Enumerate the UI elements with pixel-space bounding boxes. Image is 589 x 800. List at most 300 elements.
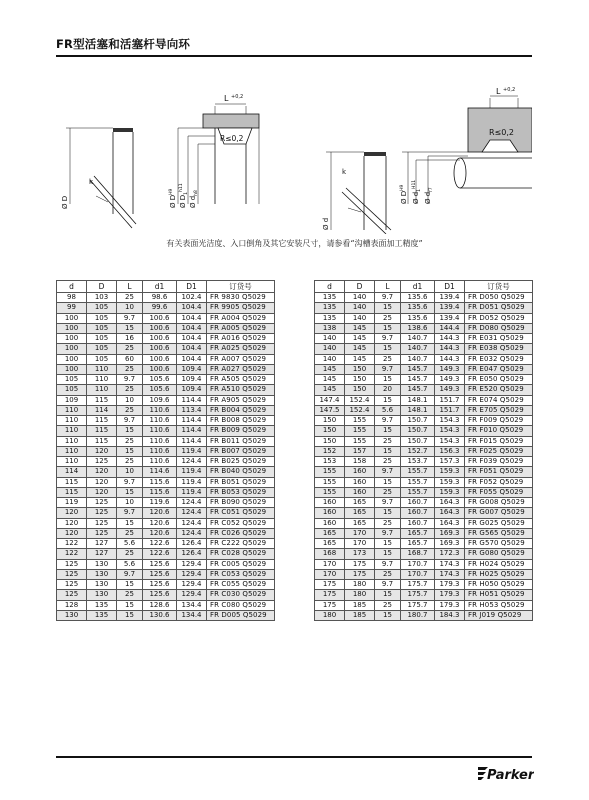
order-number-cell: FR A016 Q5029	[207, 334, 275, 344]
dimension-cell: 115.6	[143, 477, 177, 487]
dimension-cell: 145	[315, 385, 345, 395]
dimension-cell: 175	[345, 569, 375, 579]
dimension-cell: 170	[345, 539, 375, 549]
dimension-cell: 159.3	[435, 487, 465, 497]
table-row	[57, 518, 275, 528]
order-number-cell: FR E047 Q5029	[465, 364, 533, 374]
dimension-cell: 149.3	[435, 385, 465, 395]
dimension-cell: 144.3	[435, 354, 465, 364]
dimension-cell: 125	[87, 498, 117, 508]
order-number-cell: FR 9905 Q5029	[207, 303, 275, 313]
label-L-left: L	[224, 94, 229, 103]
dimension-cell: 145	[315, 375, 345, 385]
label-tol-left: +0,2	[231, 94, 244, 100]
table-row	[57, 344, 275, 354]
dimension-cell: 120	[57, 508, 87, 518]
table-row	[57, 528, 275, 538]
piston-groove-drawing	[178, 104, 259, 204]
dimension-cell: 140.7	[401, 354, 435, 364]
dimension-cell: 113.4	[177, 405, 207, 415]
dimension-cell: 155.7	[401, 467, 435, 477]
dimension-cell: 160.7	[401, 498, 435, 508]
dimension-cell: 9.7	[117, 313, 143, 323]
dimension-cell: 130	[87, 559, 117, 569]
dimension-cell: 105	[87, 344, 117, 354]
dimension-cell: 148.1	[401, 395, 435, 405]
table-row	[315, 467, 533, 477]
dimension-cell: 104.4	[177, 334, 207, 344]
label-od-d: Ø $d_{h8}$	[189, 190, 199, 208]
dimension-cell: 15	[117, 323, 143, 333]
table-row	[315, 477, 533, 487]
dimension-cell: 164.3	[435, 518, 465, 528]
dimension-cell: 180	[315, 610, 345, 620]
dimension-cell: 122	[57, 539, 87, 549]
dimension-cell: 170.7	[401, 569, 435, 579]
dimension-cell: 165	[315, 539, 345, 549]
dimension-cell: 25	[117, 293, 143, 303]
table-row	[315, 528, 533, 538]
dimension-cell: 115	[57, 487, 87, 497]
dimension-cell: 122.6	[143, 539, 177, 549]
dimension-cell: 127	[87, 539, 117, 549]
dimension-cell: 100	[57, 313, 87, 323]
dimension-cell: 164.3	[435, 498, 465, 508]
order-number-cell: FR D051 Q5029	[465, 303, 533, 313]
dimension-cell: 152.7	[401, 446, 435, 456]
dimension-cell: 152	[315, 446, 345, 456]
dimension-cell: 100	[57, 334, 87, 344]
dimension-cell: 105	[57, 385, 87, 395]
dimension-cell: 119.4	[177, 477, 207, 487]
dimension-cell: 15	[375, 375, 401, 385]
order-number-cell: FR C053 Q5029	[207, 569, 275, 579]
dimension-cell: 25	[117, 344, 143, 354]
dimension-cell: 125	[87, 457, 117, 467]
order-number-cell: FR C028 Q5029	[207, 549, 275, 559]
dimension-cell: 100	[57, 323, 87, 333]
dimension-cell: 15	[117, 518, 143, 528]
dimension-cell: 139.4	[435, 303, 465, 313]
dimension-cell: 134.4	[177, 610, 207, 620]
dimension-cell: 10	[117, 467, 143, 477]
table-row	[57, 375, 275, 385]
dimension-cell: 15	[375, 344, 401, 354]
dimension-cell: 104.4	[177, 354, 207, 364]
dimension-cell: 152.4	[345, 395, 375, 405]
dimension-cell: 125.6	[143, 580, 177, 590]
dimension-cell: 145	[345, 323, 375, 333]
table-row	[57, 405, 275, 415]
dimension-cell: 170.7	[401, 559, 435, 569]
order-number-cell: FR H050 Q5029	[465, 580, 533, 590]
dimension-cell: 124.4	[177, 508, 207, 518]
dimension-cell: 104.4	[177, 303, 207, 313]
order-number-cell: FR F055 Q5029	[465, 487, 533, 497]
dimension-cell: 15	[117, 487, 143, 497]
label-od-h9: Ø $D^{H9}$	[169, 188, 177, 208]
label-L-right: L	[496, 87, 501, 96]
dimension-cell: 120	[87, 487, 117, 497]
dimension-cell: 144.3	[435, 344, 465, 354]
order-number-cell: FR C005 Q5029	[207, 559, 275, 569]
dimension-cell: 110	[57, 405, 87, 415]
dimension-cell: 9.7	[375, 334, 401, 344]
dimension-cell: 168	[315, 549, 345, 559]
dimension-cell: 25	[375, 600, 401, 610]
dimension-cell: 15	[375, 508, 401, 518]
table-row	[57, 549, 275, 559]
dimension-cell: 15	[375, 426, 401, 436]
order-number-cell: FR F052 Q5029	[465, 477, 533, 487]
dimension-cell: 9.7	[375, 364, 401, 374]
order-number-cell: FR B025 Q5029	[207, 457, 275, 467]
dimension-cell: 115.6	[143, 487, 177, 497]
dimension-cell: 129.4	[177, 590, 207, 600]
dimension-cell: 105	[87, 354, 117, 364]
dimension-cell: 135	[87, 600, 117, 610]
dimension-cell: 125	[57, 559, 87, 569]
table-row	[315, 580, 533, 590]
dimension-cell: 145.7	[401, 364, 435, 374]
dimension-cell: 25	[375, 354, 401, 364]
table-row	[315, 610, 533, 620]
table-row	[57, 313, 275, 323]
dimension-cell: 5.6	[117, 539, 143, 549]
dimension-cell: 25	[375, 313, 401, 323]
dimension-cell: 150	[345, 375, 375, 385]
dimension-cell: 155.7	[401, 477, 435, 487]
table-row	[57, 600, 275, 610]
order-number-cell: FR H025 Q5029	[465, 569, 533, 579]
dimension-cell: 154.3	[435, 426, 465, 436]
dimension-cell: 105.6	[143, 375, 177, 385]
dimension-cell: 174.3	[435, 559, 465, 569]
dimension-cell: 5.6	[117, 559, 143, 569]
dimension-cell: 99	[57, 303, 87, 313]
table-row	[57, 416, 275, 426]
dimension-cell: 124.4	[177, 518, 207, 528]
dimension-cell: 100.6	[143, 354, 177, 364]
order-number-cell: FR G080 Q5029	[465, 549, 533, 559]
dimension-cell: 155.7	[401, 487, 435, 497]
order-number-cell: FR H053 Q5029	[465, 600, 533, 610]
dimension-cell: 122	[57, 549, 87, 559]
dimension-cell: 10	[117, 395, 143, 405]
dimension-cell: 154.3	[435, 436, 465, 446]
order-number-cell: FR D005 Q5029	[207, 610, 275, 620]
column-header: L	[375, 281, 401, 293]
dimension-cell: 126.4	[177, 539, 207, 549]
dimension-cell: 150	[315, 436, 345, 446]
table-row	[57, 498, 275, 508]
dimension-cell: 150	[345, 385, 375, 395]
order-number-cell: FR F015 Q5029	[465, 436, 533, 446]
dimension-cell: 110	[87, 375, 117, 385]
dimension-cell: 184.3	[435, 610, 465, 620]
dimension-cell: 151.7	[435, 405, 465, 415]
dimension-cell: 135.6	[401, 313, 435, 323]
dimension-cell: 100	[57, 344, 87, 354]
dimension-cell: 160	[315, 498, 345, 508]
dimension-cell: 9.7	[375, 416, 401, 426]
order-number-cell: FR F039 Q5029	[465, 457, 533, 467]
dimension-cell: 145	[315, 364, 345, 374]
dimension-cell: 120	[57, 518, 87, 528]
dimension-cell: 129.4	[177, 569, 207, 579]
order-number-cell: FR B009 Q5029	[207, 426, 275, 436]
dimension-cell: 99.6	[143, 303, 177, 313]
dimension-cell: 124.4	[177, 457, 207, 467]
dimension-cell: 104.4	[177, 344, 207, 354]
dimension-cell: 135	[315, 303, 345, 313]
table-row	[315, 303, 533, 313]
table-row	[315, 590, 533, 600]
dimension-cell: 140	[315, 334, 345, 344]
order-number-cell: FR C055 Q5029	[207, 580, 275, 590]
dimension-cell: 15	[117, 446, 143, 456]
dimension-cell: 20	[375, 385, 401, 395]
dimension-cell: 155	[315, 467, 345, 477]
dimension-cell: 159.3	[435, 477, 465, 487]
table-header-row	[315, 281, 533, 293]
dimension-cell: 105	[87, 303, 117, 313]
dimension-cell: 125	[57, 580, 87, 590]
dimension-cell: 10	[117, 498, 143, 508]
dimension-cell: 114.4	[177, 395, 207, 405]
order-number-cell: FR G570 Q5029	[465, 539, 533, 549]
dimension-cell: 179.3	[435, 600, 465, 610]
table-row	[315, 508, 533, 518]
order-number-cell: FR D080 Q5029	[465, 323, 533, 333]
dimension-cell: 25	[117, 590, 143, 600]
order-number-cell: FR E074 Q5029	[465, 395, 533, 405]
dimension-cell: 109.4	[177, 364, 207, 374]
dimension-cell: 158	[345, 457, 375, 467]
dimension-cell: 25	[117, 436, 143, 446]
dimension-cell: 179.3	[435, 590, 465, 600]
label-radius-right: R≤0,2	[489, 128, 514, 137]
dimension-cell: 105	[87, 323, 117, 333]
dimension-cell: 115	[87, 416, 117, 426]
dimension-cell: 15	[375, 590, 401, 600]
order-number-cell: FR A027 Q5029	[207, 364, 275, 374]
dimension-cell: 25	[375, 518, 401, 528]
table-row	[315, 600, 533, 610]
label-od-d1: Ø $D_1^{h11}$	[179, 183, 189, 208]
dimension-cell: 109.6	[143, 395, 177, 405]
dimension-cell: 185	[345, 600, 375, 610]
dimension-cell: 15	[375, 303, 401, 313]
dimension-cell: 15	[375, 477, 401, 487]
dimensions-table-right	[314, 280, 533, 621]
dimension-cell: 157	[345, 446, 375, 456]
dimension-cell: 150.7	[401, 436, 435, 446]
order-number-cell: FR A905 Q5029	[207, 395, 275, 405]
dimension-cell: 100.6	[143, 323, 177, 333]
dimension-cell: 135.6	[401, 303, 435, 313]
dimension-cell: 120	[87, 467, 117, 477]
dimension-cell: 120.6	[143, 508, 177, 518]
dimension-cell: 150	[315, 416, 345, 426]
order-number-cell: FR E520 Q5029	[465, 385, 533, 395]
dimension-cell: 156.3	[435, 446, 465, 456]
dimension-cell: 110	[87, 364, 117, 374]
dimension-cell: 15	[375, 323, 401, 333]
order-number-cell: FR C051 Q5029	[207, 508, 275, 518]
table-row	[57, 303, 275, 313]
dimension-cell: 9.7	[117, 508, 143, 518]
label-rod-df: Ø $d_{f7}$	[424, 187, 434, 204]
table-row	[315, 436, 533, 446]
dimension-cell: 15	[375, 549, 401, 559]
dimension-cell: 174.3	[435, 569, 465, 579]
piston-ring-drawing	[66, 128, 136, 228]
table-row	[57, 477, 275, 487]
dimension-cell: 10	[117, 303, 143, 313]
dimension-cell: 114	[57, 467, 87, 477]
table-row	[315, 549, 533, 559]
dimension-cell: 114.4	[177, 416, 207, 426]
dimension-cell: 125	[57, 590, 87, 600]
dimension-cell: 109	[57, 395, 87, 405]
dimension-cell: 154.3	[435, 416, 465, 426]
table-row	[315, 375, 533, 385]
order-number-cell: FR F010 Q5029	[465, 426, 533, 436]
dimension-cell: 180	[345, 580, 375, 590]
dimension-cell: 150.7	[401, 426, 435, 436]
column-header: D	[345, 281, 375, 293]
table-row	[57, 364, 275, 374]
table-row	[315, 426, 533, 436]
dimension-cell: 103	[87, 293, 117, 303]
dimension-cell: 155	[345, 426, 375, 436]
dimension-cell: 175.7	[401, 600, 435, 610]
dimension-cell: 125.6	[143, 559, 177, 569]
dimension-cell: 164.3	[435, 508, 465, 518]
table-row	[57, 446, 275, 456]
table-row	[57, 610, 275, 620]
order-number-cell: FR A505 Q5029	[207, 375, 275, 385]
dimension-cell: 170	[315, 569, 345, 579]
table-row	[315, 334, 533, 344]
dimension-cell: 165	[345, 498, 375, 508]
dimension-cell: 150	[345, 364, 375, 374]
table-row	[57, 354, 275, 364]
dimension-cell: 145.7	[401, 385, 435, 395]
table-row	[57, 569, 275, 579]
column-header: d	[315, 281, 345, 293]
dimension-cell: 148.1	[401, 405, 435, 415]
dimension-cell: 125.6	[143, 590, 177, 600]
dimension-cell: 105	[87, 334, 117, 344]
dimension-cell: 9.7	[375, 559, 401, 569]
dimension-cell: 100.6	[143, 313, 177, 323]
table-row	[57, 467, 275, 477]
table-row	[57, 457, 275, 467]
dimension-cell: 110	[57, 416, 87, 426]
label-rod-d1: Ø $d_1^{H11}$	[412, 179, 422, 204]
order-number-cell: FR B051 Q5029	[207, 477, 275, 487]
order-number-cell: FR E038 Q5029	[465, 344, 533, 354]
table-row	[57, 436, 275, 446]
dimension-cell: 25	[117, 405, 143, 415]
dimension-cell: 115	[87, 395, 117, 405]
dimension-cell: 114	[87, 405, 117, 415]
dimension-cell: 157.3	[435, 457, 465, 467]
dimension-cell: 100.6	[143, 344, 177, 354]
dimension-cell: 139.4	[435, 313, 465, 323]
dimension-cell: 9.7	[375, 467, 401, 477]
dimension-cell: 120	[57, 528, 87, 538]
dimension-cell: 125	[87, 518, 117, 528]
dimension-cell: 153.7	[401, 457, 435, 467]
dimension-cell: 175	[345, 559, 375, 569]
table-row	[315, 498, 533, 508]
dimension-cell: 175	[315, 600, 345, 610]
table-row	[57, 334, 275, 344]
order-number-cell: FR A005 Q5029	[207, 323, 275, 333]
dimension-cell: 160	[315, 518, 345, 528]
table-row	[315, 457, 533, 467]
table-row	[315, 293, 533, 303]
dimension-cell: 114.6	[143, 467, 177, 477]
table-row	[315, 313, 533, 323]
dimension-cell: 120	[87, 446, 117, 456]
label-rod-d: Ø d	[322, 217, 330, 230]
column-header: 订货号	[207, 281, 275, 293]
dimension-cell: 15	[117, 580, 143, 590]
dimension-cell: 140.7	[401, 334, 435, 344]
dimension-cell: 144.3	[435, 334, 465, 344]
order-number-cell: FR B011 Q5029	[207, 436, 275, 446]
table-row	[57, 385, 275, 395]
dimension-cell: 160.7	[401, 518, 435, 528]
order-number-cell: FR G025 Q5029	[465, 518, 533, 528]
order-number-cell: FR B004 Q5029	[207, 405, 275, 415]
dimension-cell: 134.4	[177, 600, 207, 610]
dimension-cell: 168.7	[401, 549, 435, 559]
dimension-cell: 15	[375, 395, 401, 405]
dimension-cell: 135.6	[401, 293, 435, 303]
dimension-cell: 130	[57, 610, 87, 620]
dimension-cell: 25	[117, 528, 143, 538]
column-header: d1	[143, 281, 177, 293]
dimension-cell: 128	[57, 600, 87, 610]
dimension-cell: 104.4	[177, 323, 207, 333]
dimension-cell: 114.4	[177, 426, 207, 436]
dimension-cell: 138.6	[401, 323, 435, 333]
dimension-cell: 128.6	[143, 600, 177, 610]
dimension-cell: 25	[117, 364, 143, 374]
dimension-cell: 9.7	[117, 569, 143, 579]
table-row	[315, 385, 533, 395]
table-header-row	[57, 281, 275, 293]
dimension-cell: 145	[345, 354, 375, 364]
dimension-cell: 140	[345, 313, 375, 323]
dimension-cell: 140	[315, 354, 345, 364]
order-number-cell: FR C222 Q5029	[207, 539, 275, 549]
dimension-cell: 140	[345, 293, 375, 303]
dimension-cell: 160	[345, 477, 375, 487]
dimension-cell: 130	[87, 569, 117, 579]
order-number-cell: FR C026 Q5029	[207, 528, 275, 538]
dimension-cell: 100	[57, 354, 87, 364]
dimension-cell: 140	[345, 303, 375, 313]
dimension-cell: 130.6	[143, 610, 177, 620]
order-number-cell: FR C052 Q5029	[207, 518, 275, 528]
dimension-cell: 119.6	[143, 498, 177, 508]
